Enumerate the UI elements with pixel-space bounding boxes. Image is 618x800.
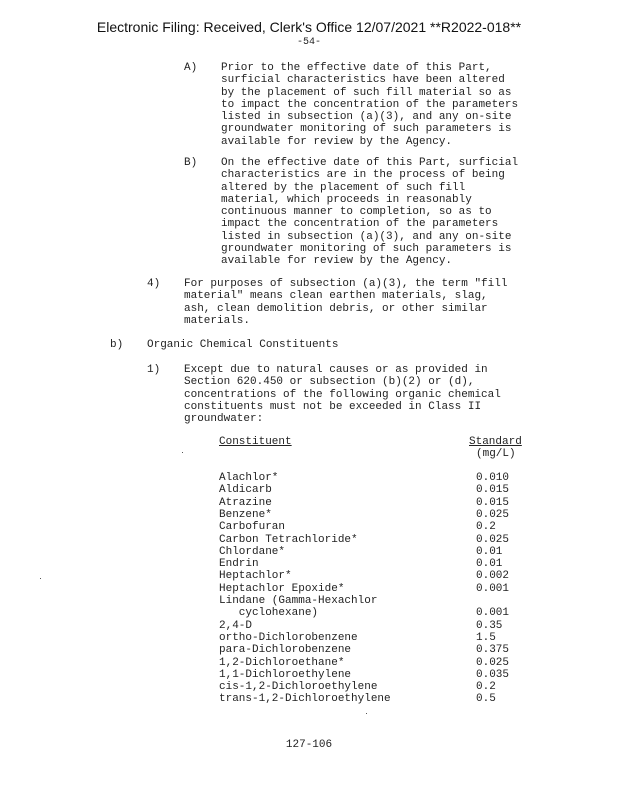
table-row [219, 558, 549, 570]
standard-value: 0.35 [476, 619, 503, 632]
constituent-name: Atrazine [219, 496, 272, 509]
table-row [219, 546, 549, 558]
table-row [219, 632, 549, 644]
table-row [219, 570, 549, 582]
standard-value: 0.015 [476, 496, 510, 509]
item-4-label: 4) [147, 278, 161, 290]
table-row [219, 472, 549, 484]
table-row [219, 497, 549, 509]
constituent-name: Aldicarb [219, 484, 272, 497]
standard-value: 0.5 [476, 693, 496, 706]
constituent-name: ortho-Dichlorobenzene [219, 631, 358, 644]
constituent-name: Alachlor* [219, 472, 279, 484]
table-row [219, 534, 549, 546]
standard-value: 0.025 [476, 656, 510, 669]
table-row [219, 521, 549, 533]
constituent-name: Carbon Tetrachloride* [219, 533, 358, 546]
section-b-label: b) [110, 339, 124, 351]
constituent-name: 1,2-Dichloroethane* [219, 656, 345, 669]
col-header-standard: Standard [469, 436, 522, 448]
item-4-text: For purposes of subsection (a)(3), the term "fill material" means clean earthen materials, slag, ash, clean demolition debris, or other similar materials. [184, 278, 508, 327]
scan-speck [366, 713, 367, 714]
col-header-constituent: Constituent [219, 436, 292, 448]
standard-value: 0.2 [476, 681, 496, 694]
table-row [219, 644, 549, 656]
constituent-name: Carbofuran [219, 521, 286, 534]
scan-speck [182, 452, 183, 453]
table-row [219, 669, 549, 681]
item-1-text: Except due to natural causes or as provided in Section 620.450 or subsection (b)(2) or (d), concentrations of the following organic chemical constituents must not be exceeded in Class II groundwater: [184, 364, 501, 426]
constituent-table [219, 436, 559, 716]
constituent-name: cis-1,2-Dichloroethylene [219, 681, 378, 694]
constituent-name: 2,4-D [219, 619, 253, 632]
standard-value: 0.2 [476, 521, 496, 534]
table-row [219, 693, 549, 705]
standard-value: 0.025 [476, 533, 510, 546]
constituent-name: Benzene* [219, 508, 272, 521]
constituent-name: trans-1,2-Dichloroethylene [219, 693, 391, 706]
constituent-name: para-Dichlorobenzene [219, 644, 352, 657]
para-a-label: A) [184, 62, 198, 74]
table-row [219, 583, 549, 595]
constituent-name: Endrin [219, 558, 259, 571]
table-row [219, 484, 549, 496]
standard-value: 0.001 [476, 582, 510, 595]
standard-value: 0.015 [476, 484, 510, 497]
table-row [219, 657, 549, 669]
col-header-unit: (mg/L) [476, 448, 516, 460]
constituent-name: cyclohexane) [219, 607, 319, 620]
footer-page-ref: 127-106 [285, 739, 333, 751]
table-row [219, 607, 549, 619]
constituent-name: 1,1-Dichloroethylene [219, 668, 352, 681]
scan-speck [40, 578, 41, 579]
filing-stamp: Electronic Filing: Received, Clerk's Office 12/07/2021 **R2022-018** [96, 19, 522, 35]
standard-value: 1.5 [476, 631, 496, 644]
standard-value: 0.025 [476, 508, 510, 521]
para-a-text: Prior to the effective date of this Part, surficial characteristics have been altered by the placement of such fill material so as to impact the concentration of the parameters listed in subsection (a)(3), and any on-site groundwater monitoring of such parameters is available for review by the Agency. [221, 62, 519, 148]
table-row [219, 509, 549, 521]
standard-value: 0.01 [476, 558, 503, 571]
standard-value: 0.001 [476, 607, 510, 620]
standard-value: 0.002 [476, 570, 510, 583]
item-1-label: 1) [147, 364, 161, 376]
constituent-name: Chlordane* [219, 545, 286, 558]
para-b-text: On the effective date of this Part, surficial characteristics are in the process of being altered by the placement of such fill material, which proceeds in reasonably continuous manner to completion, so as to impact the concentration of the parameters listed in subsection (a)(3), and any on-site groundwater monitoring of such parameters is available for review by the Agency. [221, 157, 519, 268]
standard-value: 0.035 [476, 668, 510, 681]
page-number: -54- [296, 37, 321, 48]
constituent-name: Heptachlor* [219, 570, 292, 583]
table-row [219, 595, 549, 607]
constituent-name: Lindane (Gamma-Hexachlor [219, 595, 378, 607]
standard-value: 0.01 [476, 545, 503, 558]
standard-value: 0.010 [476, 472, 510, 484]
standard-value: 0.375 [476, 644, 510, 657]
section-b-heading: Organic Chemical Constituents [147, 339, 339, 351]
table-row [219, 681, 549, 693]
para-b-label: B) [184, 157, 198, 169]
table-row [219, 620, 549, 632]
constituent-name: Heptachlor Epoxide* [219, 582, 345, 595]
